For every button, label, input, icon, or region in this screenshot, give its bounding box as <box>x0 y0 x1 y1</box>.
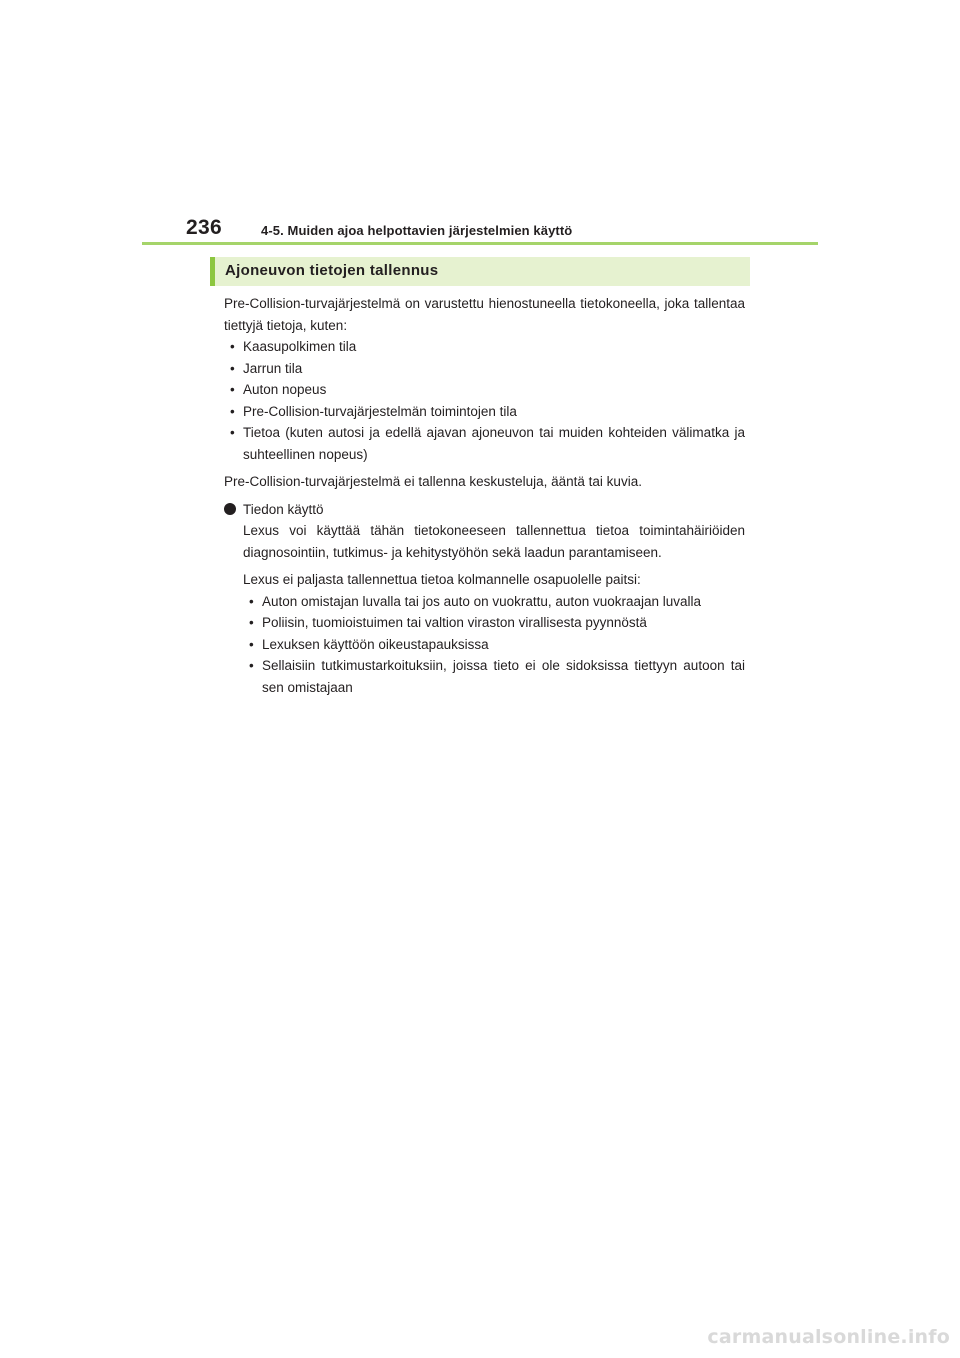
bullet-icon: • <box>230 403 235 419</box>
list-item: • Auton omistajan luvalla tai jos auto on vuokrattu, auton vuokraajan luvalla <box>243 591 745 613</box>
intro-paragraph: Pre-Collision-turvajärjestelmä on varustettu hienostuneella tietokoneella, joka tallentaa tiettyjä tietoja, kuten: <box>224 296 745 333</box>
section-title: 4-5. Muiden ajoa helpottavien järjestelmien käyttö <box>261 223 573 238</box>
heading-bar <box>210 257 750 286</box>
list-item: • Kaasupolkimen tila <box>224 336 745 358</box>
disclosure-paragraph: Lexus ei paljasta tallennettua tietoa kolmannelle osapuolelle paitsi: <box>243 572 641 587</box>
usage-section <box>224 520 745 698</box>
usage-paragraph: Lexus voi käyttää tähän tietokoneeseen tallennettua tietoa toimintahäiriöiden diagnosointiin, tutkimus- ja kehitystyöhön sekä laadun parantamiseen. <box>243 523 745 560</box>
heading-accent-bar <box>210 257 215 286</box>
bullet-icon: • <box>249 636 254 652</box>
page-number: 236 <box>186 216 222 239</box>
page-heading: Ajoneuvon tietojen tallennus <box>225 262 439 279</box>
not-recorded-paragraph: Pre-Collision-turvajärjestelmä ei tallenna keskusteluja, ääntä tai kuvia. <box>224 474 642 489</box>
bullet-icon: • <box>230 425 235 440</box>
bullet-icon: • <box>230 382 235 397</box>
list-item: • Auton nopeus <box>224 379 745 401</box>
list-item: • Poliisin, tuomioistuimen tai valtion viraston virallisesta pyynnöstä <box>243 612 745 634</box>
list-item: • Tietoa (kuten autosi ja edellä ajavan ajoneuvon tai muiden kohteiden välimatka ja suhteellinen nopeus) <box>224 422 745 465</box>
header-divider <box>142 242 818 245</box>
main-content <box>224 293 745 698</box>
recorded-items-list <box>224 336 745 465</box>
filled-circle-icon <box>224 503 236 515</box>
page-header <box>0 212 960 248</box>
bullet-icon: • <box>230 339 235 354</box>
usage-section-title: Tiedon käyttö <box>224 499 745 521</box>
bullet-icon: • <box>230 360 235 376</box>
list-item: • Sellaisiin tutkimustarkoituksiin, joissa tieto ei ole sidoksissa tiettyyn autoon tai sen omistajaan <box>243 655 745 698</box>
list-item: • Jarrun tila <box>224 358 745 380</box>
list-item: • Lexuksen käyttöön oikeustapauksissa <box>243 634 745 656</box>
exceptions-list <box>243 591 745 699</box>
list-item: • Pre-Collision-turvajärjestelmän toimintojen tila <box>224 401 745 423</box>
bullet-icon: • <box>249 615 254 630</box>
watermark: carmanualsonline.info <box>707 1326 950 1348</box>
bullet-icon: • <box>249 658 254 673</box>
bullet-icon: • <box>249 593 254 609</box>
